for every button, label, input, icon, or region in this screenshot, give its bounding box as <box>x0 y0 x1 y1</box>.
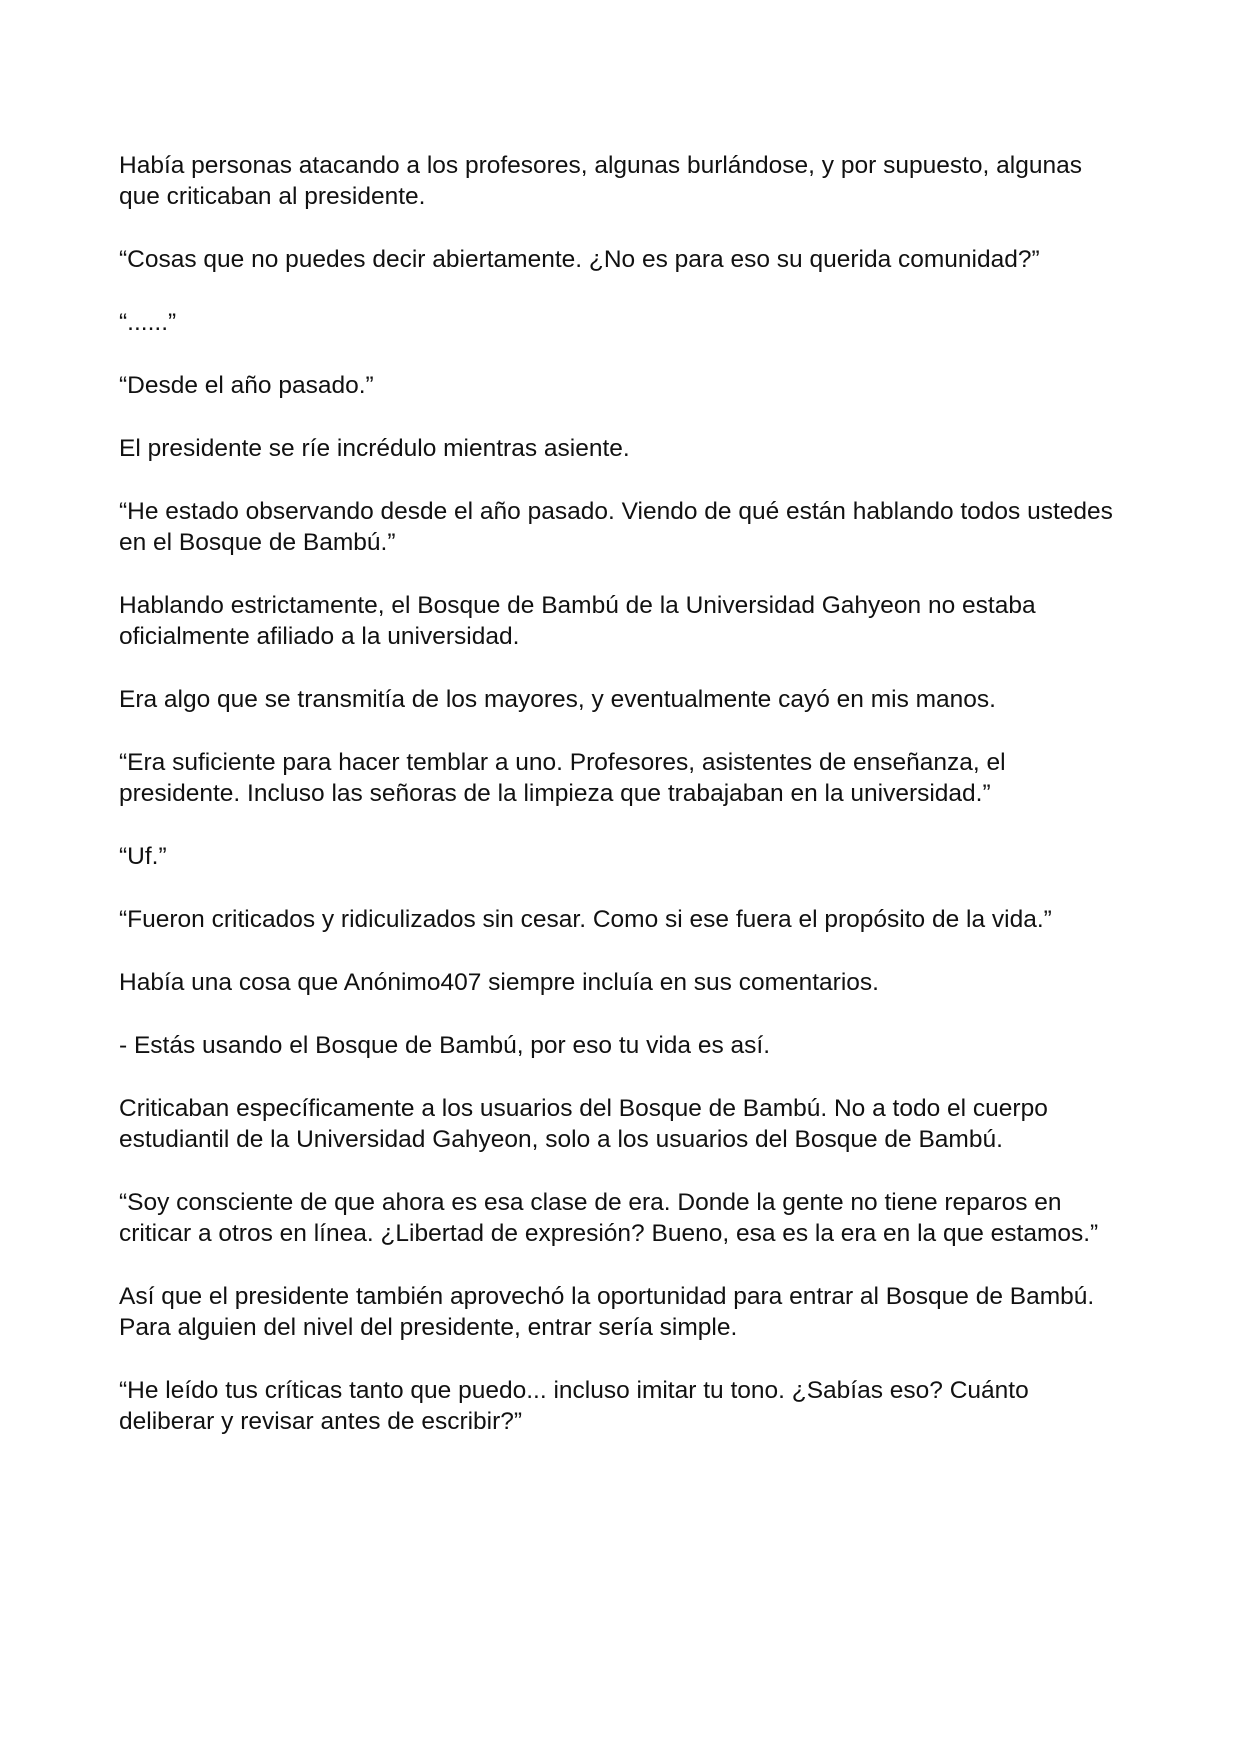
paragraph: “Soy consciente de que ahora es esa clase de era. Donde la gente no tiene reparos en criticar a otros en línea. ¿Libertad de expresión? Bueno, esa es la era en la que estamos.” <box>119 1189 1099 1247</box>
paragraph: “Cosas que no puedes decir abiertamente. ¿No es para eso su querida comunidad?” <box>119 246 1040 273</box>
paragraph: El presidente se ríe incrédulo mientras asiente. <box>119 435 630 462</box>
paragraph: “......” <box>119 309 177 336</box>
paragraph: Había una cosa que Anónimo407 siempre incluía en sus comentarios. <box>119 969 879 996</box>
paragraph: “Desde el año pasado.” <box>119 372 374 399</box>
paragraph: Había personas atacando a los profesores, algunas burlándose, y por supuesto, algunas que criticaban al presidente. <box>119 152 1082 210</box>
paragraph: Criticaban específicamente a los usuarios del Bosque de Bambú. No a todo el cuerpo estudiantil de la Universidad Gahyeon, solo a los usuarios del Bosque de Bambú. <box>119 1095 1048 1153</box>
paragraph: “Fueron criticados y ridiculizados sin cesar. Como si ese fuera el propósito de la vida.” <box>119 906 1052 933</box>
paragraph: “He leído tus críticas tanto que puedo... incluso imitar tu tono. ¿Sabías eso? Cuánto deliberar y revisar antes de escribir?” <box>119 1377 1029 1435</box>
paragraph: Así que el presidente también aprovechó la oportunidad para entrar al Bosque de Bambú. Para alguien del nivel del presidente, entrar sería simple. <box>119 1283 1095 1341</box>
paragraph: Hablando estrictamente, el Bosque de Bambú de la Universidad Gahyeon no estaba oficialmente afiliado a la universidad. <box>119 592 1036 650</box>
document-body <box>119 150 1129 1469</box>
paragraph: Era algo que se transmitía de los mayores, y eventualmente cayó en mis manos. <box>119 686 996 713</box>
paragraph: “Era suficiente para hacer temblar a uno. Profesores, asistentes de enseñanza, el presidente. Incluso las señoras de la limpieza que trabajaban en la universidad.” <box>119 749 1006 807</box>
paragraph: “Uf.” <box>119 843 167 870</box>
paragraph: “He estado observando desde el año pasado. Viendo de qué están hablando todos ustedes en el Bosque de Bambú.” <box>119 498 1113 556</box>
paragraph: - Estás usando el Bosque de Bambú, por eso tu vida es así. <box>119 1032 770 1059</box>
